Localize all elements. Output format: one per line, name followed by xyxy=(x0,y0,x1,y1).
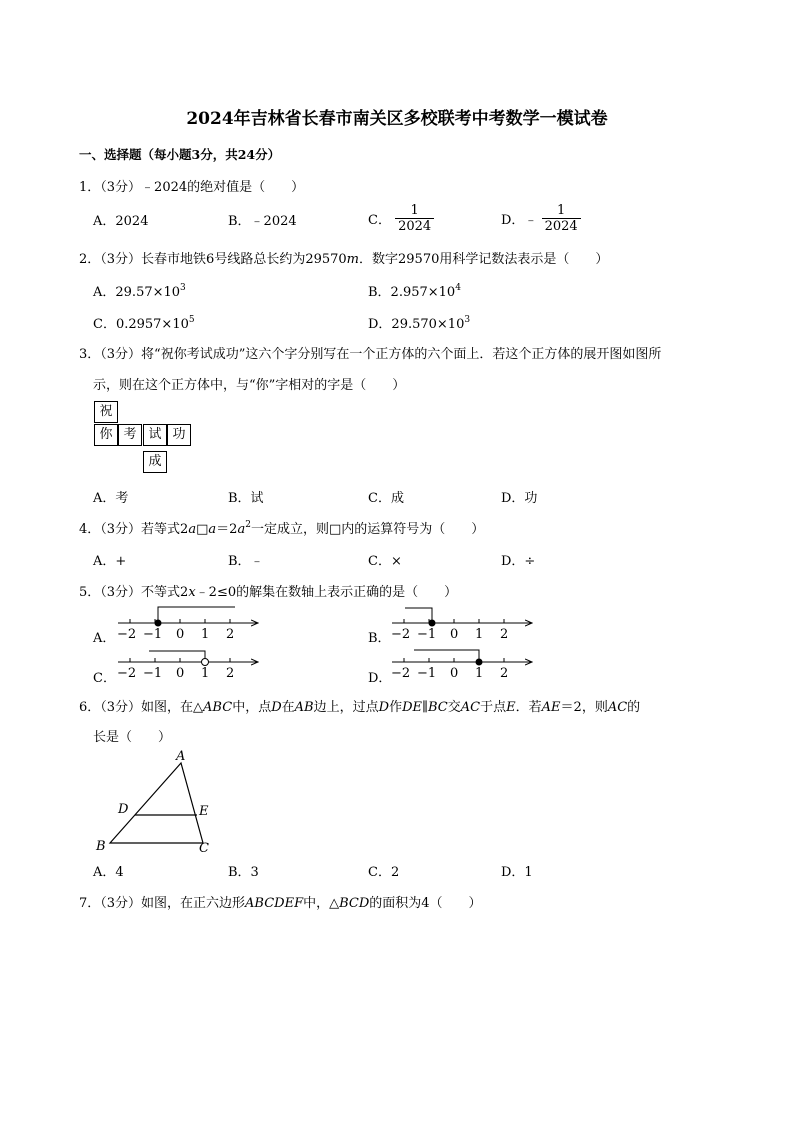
question-6-stem-line2: 长是（ ） xyxy=(93,730,172,745)
text: 的 xyxy=(627,700,641,715)
q5-option-d-label: D． xyxy=(368,671,392,686)
text: 在 xyxy=(281,700,295,715)
var-a: a xyxy=(237,522,246,537)
net-cell-cheng: 成 xyxy=(143,451,167,473)
q4-option-a: A．+ xyxy=(93,554,127,569)
label-c: C xyxy=(199,841,209,856)
math-var: BCD xyxy=(339,896,370,911)
question-1-stem: 1．（3分）﹣2024的绝对值是（ ） xyxy=(79,180,305,195)
option-text: D．29.570×10 xyxy=(368,317,465,332)
q5-option-b-label: B． xyxy=(368,631,391,646)
text: 中，点 xyxy=(232,700,272,715)
text: ．若 xyxy=(515,700,542,715)
exponent: 5 xyxy=(188,315,195,325)
text: 边上，过点 xyxy=(313,700,379,715)
exponent: 3 xyxy=(464,315,471,325)
q1-option-a: A．2024 xyxy=(93,214,149,229)
blank-box: □ xyxy=(196,522,209,537)
exponent: 3 xyxy=(180,283,186,293)
q1-option-d-label: D．﹣ xyxy=(501,213,538,228)
net-cell-zhu: 祝 xyxy=(94,401,118,423)
question-7-stem xyxy=(79,892,482,911)
q5-stem-post: ﹣2≤0的解集在数轴上表示正确的是（ ） xyxy=(195,585,458,600)
math-var: ABC xyxy=(203,700,233,715)
question-3-stem-line2: 示，则在这个正方体中，与“你”字相对的字是（ ） xyxy=(93,378,406,393)
text: 交 xyxy=(447,700,461,715)
q4-option-c: C．× xyxy=(368,554,402,569)
tick-label: 1 xyxy=(201,666,210,681)
text: ∥ xyxy=(422,700,429,715)
q2-stem-post: ．数字29570用科学记数法表示是（ ） xyxy=(359,252,609,267)
q5-stem-pre: 5．（3分）不等式2 xyxy=(79,585,189,600)
exponent: 2 xyxy=(245,520,251,530)
question-3-stem-line1: 3．（3分）将“祝你考试成功”这六个字分别写在一个正方体的六个面上．若这个正方体的展开图如图所 xyxy=(79,347,662,362)
q4-option-b: B．﹣ xyxy=(228,554,264,569)
tick-label: 0 xyxy=(450,666,459,681)
var-a: a xyxy=(188,522,197,537)
equals: ＝2 xyxy=(216,522,238,537)
paper-title: 2024年吉林省长春市南关区多校联考中考数学一模试卷 xyxy=(186,109,608,129)
q3-option-d: D．功 xyxy=(501,491,538,506)
tick-label: −2 xyxy=(391,627,411,642)
tick-label: 1 xyxy=(475,627,484,642)
text: 7．（3分）如图，在正六边形 xyxy=(79,896,246,911)
q4-stem-post: 一定成立，则□内的运算符号为（ ） xyxy=(250,522,485,537)
math-var: ABCDEF xyxy=(245,896,304,911)
label-b: B xyxy=(96,839,106,854)
section-heading: 一、选择题（每小题3分，共24分） xyxy=(79,147,281,162)
q4-stem-pre: 4．（3分）若等式2 xyxy=(79,522,189,537)
math-var: BC xyxy=(428,700,448,715)
tick-label: 1 xyxy=(201,627,210,642)
q2-stem-unit: m xyxy=(346,252,359,267)
math-var: DE xyxy=(402,700,422,715)
math-var: AC xyxy=(607,700,628,715)
option-text: B．2.957×10 xyxy=(368,285,456,300)
tick-label: −2 xyxy=(391,666,411,681)
text: ＝2，则 xyxy=(560,700,608,715)
q6-option-b: B．3 xyxy=(228,865,259,880)
tick-label: 0 xyxy=(176,666,185,681)
label-e: E xyxy=(199,804,209,819)
tick-label: −2 xyxy=(117,627,137,642)
q6-option-a: A．4 xyxy=(93,865,124,880)
text: 6．（3分）如图，在△ xyxy=(79,700,204,715)
var-x: x xyxy=(188,585,196,600)
tick-label: −1 xyxy=(143,627,163,642)
tick-label: −1 xyxy=(143,666,163,681)
q2-stem-pre: 2．（3分）长春市地铁6号线路总长约为29570 xyxy=(79,252,347,267)
q1-option-b: B．﹣2024 xyxy=(228,214,297,229)
net-cell-gong: 功 xyxy=(167,424,191,446)
q6-option-d: D．1 xyxy=(501,865,533,880)
q3-option-c: C．成 xyxy=(368,491,404,506)
label-a: A xyxy=(176,749,186,764)
q5-option-c-label: C． xyxy=(93,671,116,686)
math-var: AE xyxy=(541,700,561,715)
tick-label: 0 xyxy=(450,627,459,642)
tick-label: −1 xyxy=(417,666,437,681)
text: 于点 xyxy=(480,700,507,715)
q1-option-c-label: C． xyxy=(368,213,391,228)
math-var: E xyxy=(506,700,516,715)
option-text: C．0.2957×10 xyxy=(93,317,189,332)
text: 作 xyxy=(389,700,403,715)
fraction-denominator: 2024 xyxy=(398,219,432,234)
fraction-denominator: 2024 xyxy=(544,219,578,234)
q3-option-a: A．考 xyxy=(93,491,129,506)
tick-label: −1 xyxy=(417,627,437,642)
text: 的面积为4（ ） xyxy=(369,896,482,911)
tick-label: 2 xyxy=(500,627,509,642)
q6-option-c: C．2 xyxy=(368,865,400,880)
exponent: 4 xyxy=(455,283,461,293)
tick-label: 1 xyxy=(475,666,484,681)
math-var: AB xyxy=(294,700,314,715)
q4-option-d: D．÷ xyxy=(501,554,536,569)
tick-label: 0 xyxy=(176,627,185,642)
option-text: A．29.57×10 xyxy=(93,285,181,300)
fraction-numerator: 1 xyxy=(542,203,581,219)
net-cell-kao: 考 xyxy=(118,424,142,446)
math-var: AC xyxy=(460,700,481,715)
q3-option-b: B．试 xyxy=(228,491,264,506)
text: 中，△ xyxy=(303,896,340,911)
tick-label: −2 xyxy=(117,666,137,681)
net-cell-ni: 你 xyxy=(94,424,118,446)
math-var: D xyxy=(378,700,390,715)
tick-label: 2 xyxy=(226,627,235,642)
q5-option-a-label: A． xyxy=(93,631,116,646)
tick-label: 2 xyxy=(500,666,509,681)
var-a: a xyxy=(208,522,217,537)
math-var: D xyxy=(271,700,282,715)
tick-label: 2 xyxy=(226,666,235,681)
fraction-numerator: 1 xyxy=(395,203,434,219)
net-cell-shi: 试 xyxy=(143,424,167,446)
label-d: D xyxy=(118,802,129,817)
